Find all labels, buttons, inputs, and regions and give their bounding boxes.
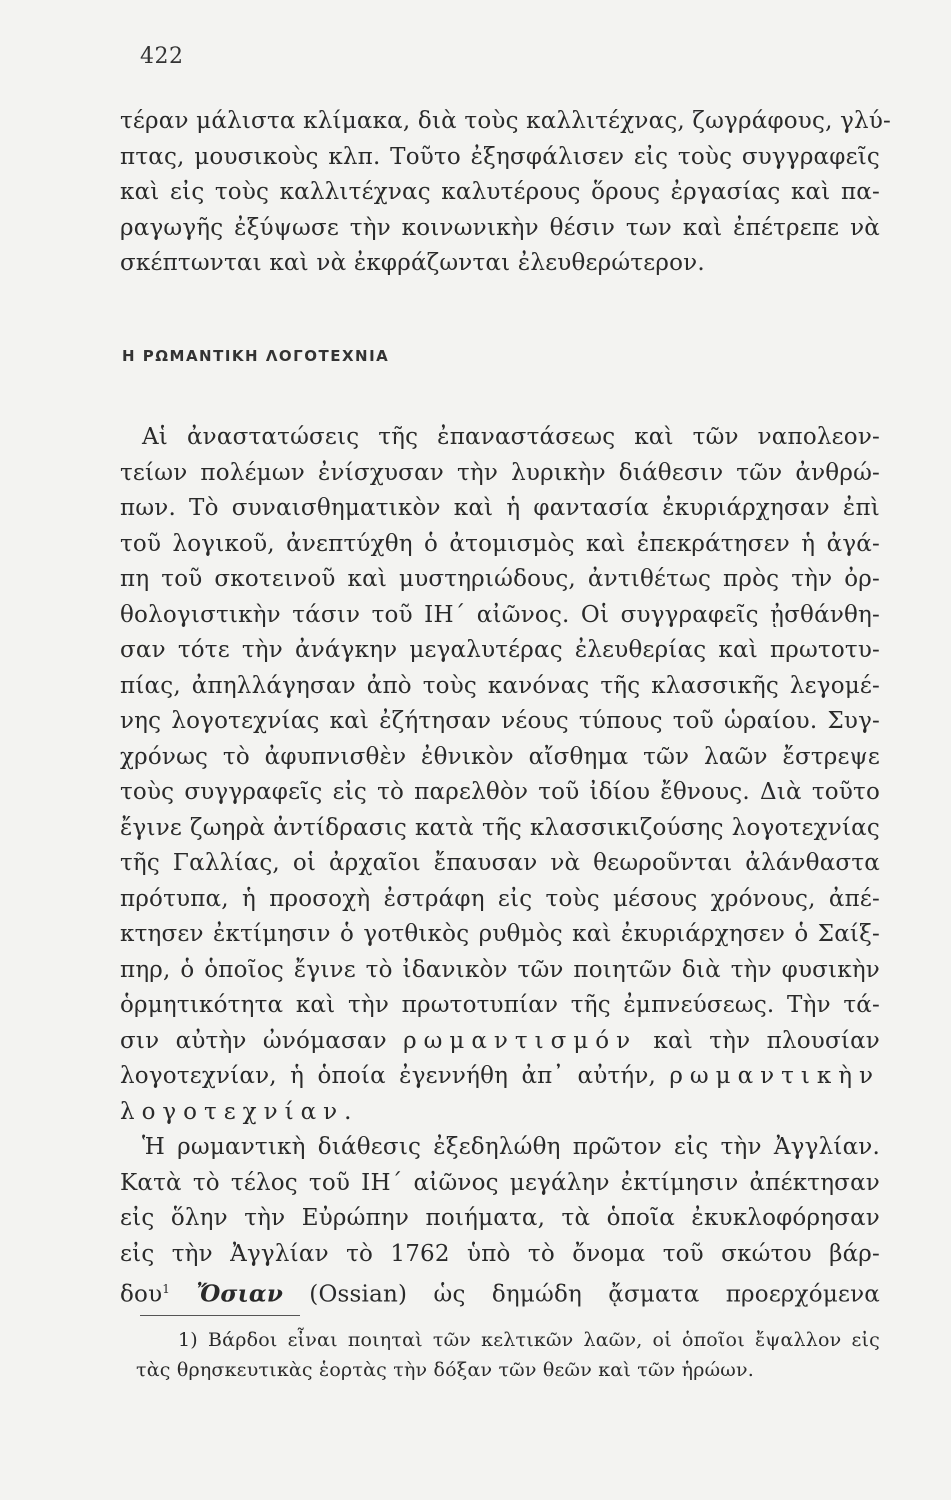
text-line: σκέπτωνται καὶ νὰ ἐκφράζωνται ἐλευθερώτερον. [120, 250, 705, 276]
text-line: τείων πολέμων ἐνίσχυσαν τὴν λυρικὴν διάθεσιν τῶν ἀνθρώ- [120, 459, 880, 486]
footnote-line: 1) Βάρδοι εἶναι ποιηταὶ τῶν κελτικῶν λαῶν, οἱ ὁποῖοι ἔψαλλον εἰς [178, 1329, 880, 1351]
text-line: πηρ, ὁ ὁποῖος ἔγινε τὸ ἰδανικὸν τῶν ποιητῶν διὰ τὴν φυσικὴν [120, 956, 880, 983]
paragraph-england [120, 1130, 880, 1308]
text-line: τοῦ λογικοῦ, ἀνεπτύχθη ὁ ἀτομισμὸς καὶ ἐπεκράτησεν ἡ ἀγά- [120, 530, 880, 557]
footnote-rule [140, 1315, 300, 1316]
term-romantic: ρωμαντικὴν [669, 1063, 881, 1089]
text-line: εἰς τὴν Ἀγγλίαν τὸ 1762 ὑπὸ τὸ ὄνομα τοῦ σκώτου βάρ- [120, 1240, 880, 1267]
footnote-line: τὰς θρησκευτικὰς ἑορτὰς τὴν δόξαν τῶν θεῶν καὶ τῶν ἡρώων. [136, 1359, 754, 1381]
text-line: πρότυπα, ἡ προσοχὴ ἐστράφη εἰς τοὺς μέσους χρόνους, ἀπέ- [120, 885, 880, 912]
paragraph-intro [120, 104, 891, 282]
text-line: καὶ εἰς τοὺς καλλιτέχνας καλυτέρους ὅρους ἐργασίας καὶ πα- [120, 179, 880, 205]
text-line: ὁρμητικότητα καὶ τὴν πρωτοτυπίαν τῆς ἐμπνεύσεως. Τὴν τά- [120, 992, 880, 1018]
text-line: νης λογοτεχνίας καὶ ἐζήτησαν νέους τύπους τοῦ ὡραίου. Συγ- [120, 708, 880, 734]
text-line: πη τοῦ σκοτεινοῦ καὶ μυστηριώδους, ἀντιθέτως πρὸς τὴν ὀρ- [120, 566, 880, 592]
text-line: Αἱ ἀναστατώσεις τῆς ἐπαναστάσεως καὶ τῶν ναπολεον- [142, 424, 880, 450]
text-fragment: καὶ τὴν πλουσίαν [653, 1027, 880, 1054]
term-ossian: Ὄσιαν [196, 1280, 283, 1308]
text-line: εἰς ὅλην τὴν Εὐρώπην ποιήματα, τὰ ὁποῖα ἐκυκλοφόρησαν [120, 1205, 880, 1231]
paragraph-romantic-literature [120, 420, 880, 1130]
text-line [120, 1095, 880, 1131]
page-number: 422 [140, 44, 184, 69]
text-line [120, 1272, 880, 1308]
text-line: τοὺς συγγραφεῖς εἰς τὸ παρελθὸν τοῦ ἰδίου ἔθνους. Διὰ τοῦτο [120, 779, 880, 805]
term-romanticism: ρωμαντισμόν [403, 1027, 638, 1054]
footnote-marker: 1 [162, 1282, 171, 1296]
text-fragment: σιν αὐτὴν ὠνόμασαν [120, 1027, 387, 1054]
footnote [120, 1325, 880, 1385]
text-line: σαν τότε τὴν ἀνάγκην μεγαλυτέρας ἐλευθερίας καὶ πρωτοτυ- [120, 637, 880, 663]
text-line [120, 1024, 880, 1060]
text-line: ραγωγῆς ἐξύψωσε τὴν κοινωνικὴν θέσιν των καὶ ἐπέτρεπε νὰ [120, 214, 880, 241]
text-line [120, 1059, 880, 1095]
section-heading: Η ΡΩΜΑΝΤΙΚΗ ΛΟΓΟΤΕΧΝΙΑ [122, 347, 390, 365]
text-line: χρόνως τὸ ἀφυπνισθὲν ἐθνικὸν αἴσθημα τῶν λαῶν ἔστρεψε [120, 743, 880, 770]
text-line: πων. Τὸ συναισθηματικὸν καὶ ἡ φαντασία ἐκυριάρχησαν ἐπὶ [120, 495, 880, 521]
text-line: θολογιστικὴν τάσιν τοῦ ΙΗ´ αἰῶνος. Οἱ συγγραφεῖς ᾐσθάνθη- [120, 601, 880, 628]
text-line: ἔγινε ζωηρὰ ἀντίδρασις κατὰ τῆς κλασσικιζούσης λογοτεχνίας [120, 814, 880, 841]
text-line: τῆς Γαλλίας, οἱ ἀρχαῖοι ἔπαυσαν νὰ θεωροῦνται ἀλάνθαστα [120, 850, 880, 876]
text-line: Ἡ ρωμαντικὴ διάθεσις ἐξεδηλώθη πρῶτον εἰς τὴν Ἀγγλίαν. [142, 1134, 880, 1160]
term-literature: λογοτεχνίαν. [120, 1098, 359, 1125]
text-fragment: δου [120, 1281, 163, 1308]
text-line: κτησεν ἐκτίμησιν ὁ γοτθικὸς ρυθμὸς καὶ ἐκυριάρχησεν ὁ Σαίξ- [120, 921, 880, 947]
text-line: τέραν μάλιστα κλίμακα, διὰ τοὺς καλλιτέχνας, ζωγράφους, γλύ- [120, 108, 891, 134]
text-line: πτας, μουσικοὺς κλπ. Τοῦτο ἐξησφάλισεν εἰς τοὺς συγγραφεῖς [120, 143, 880, 170]
text-fragment: λογοτεχνίαν, ἡ ὁποία ἐγεννήθη ἀπ᾿ αὐτήν, [120, 1063, 657, 1089]
text-line: Κατὰ τὸ τέλος τοῦ ΙΗ´ αἰῶνος μεγάλην ἐκτίμησιν ἀπέκτησαν [120, 1169, 880, 1196]
text-fragment: (Ossian) ὡς δημώδη ᾄσματα προερχόμενα [309, 1281, 881, 1308]
text-line: πίας, ἀπηλλάγησαν ἀπὸ τοὺς κανόνας τῆς κλασσικῆς λεγομέ- [120, 672, 880, 699]
